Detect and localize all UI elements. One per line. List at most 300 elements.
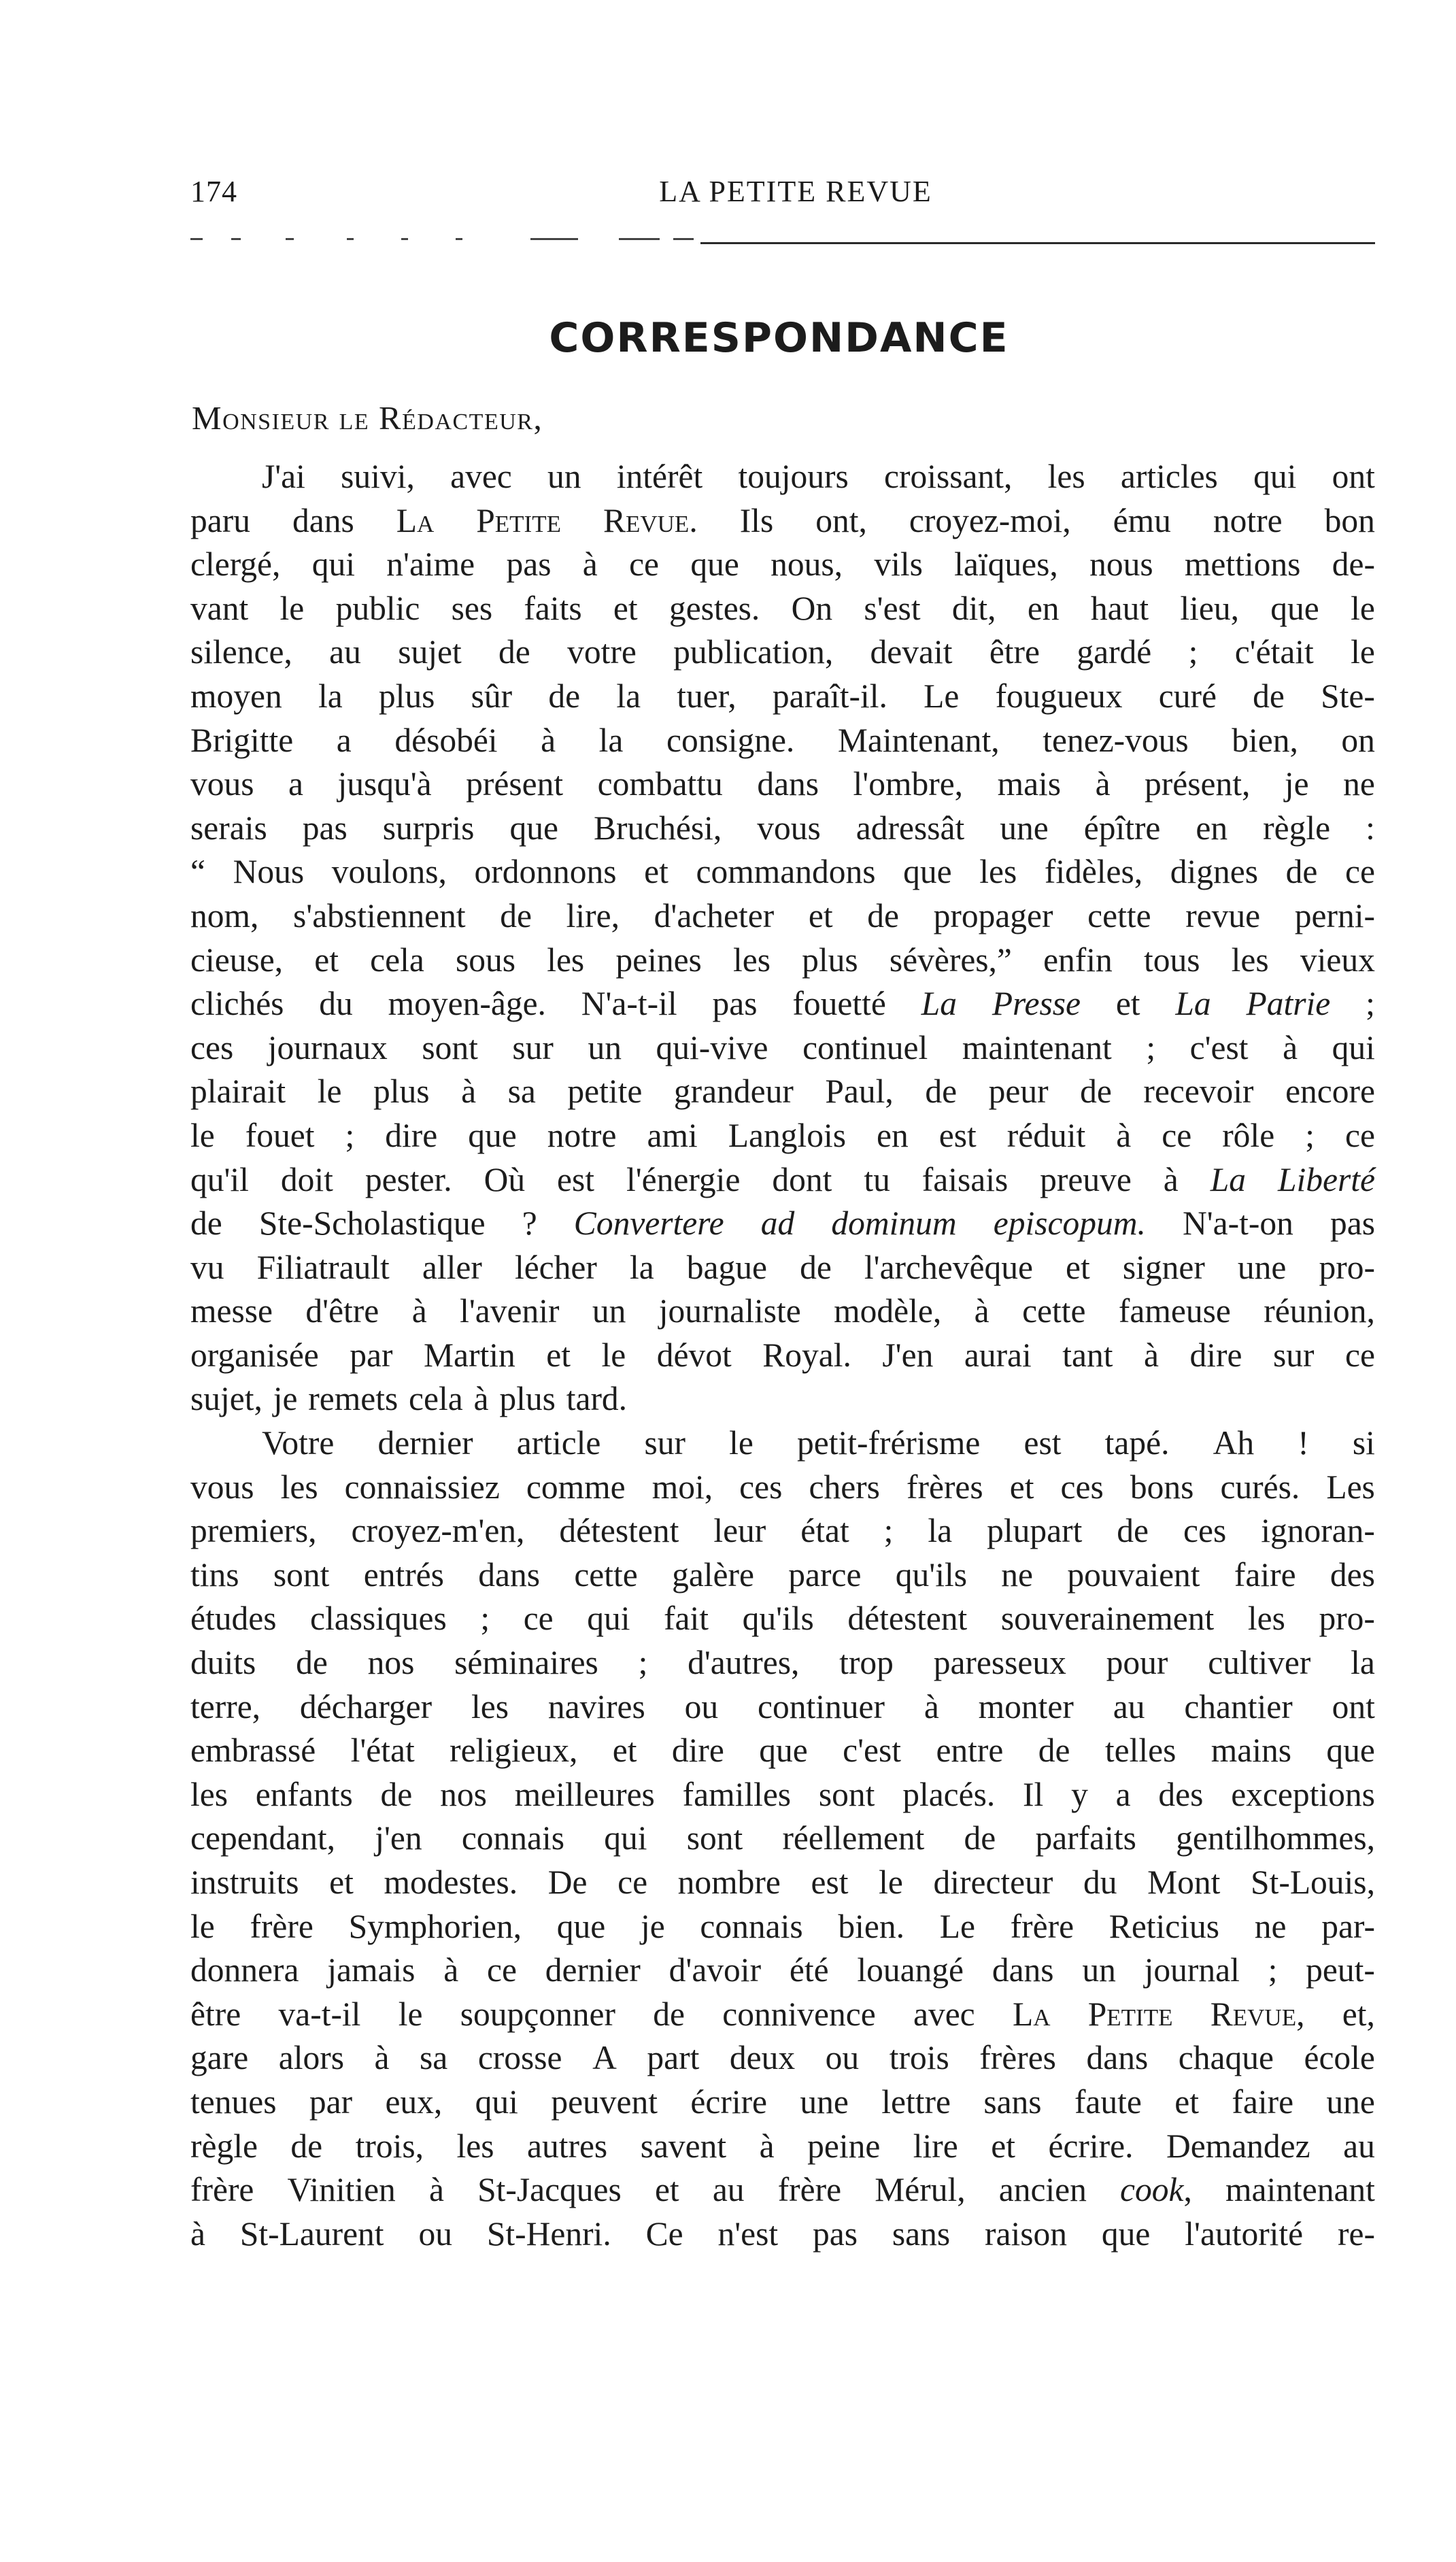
word-fragment: de xyxy=(964,1819,996,1857)
word-fragment: les xyxy=(1247,1600,1285,1638)
word-fragment: à xyxy=(461,1073,477,1111)
word-fragment: l'énergie xyxy=(626,1160,741,1198)
word-fragment: plus xyxy=(499,1380,556,1418)
word xyxy=(190,1993,241,2037)
word xyxy=(190,587,248,631)
word-fragment: remets xyxy=(308,1380,399,1418)
word-fragment: ont xyxy=(1332,1687,1375,1725)
text-line xyxy=(190,1334,1375,1378)
word xyxy=(655,2168,679,2212)
word xyxy=(1147,1861,1220,1905)
word-fragment: d'autres, xyxy=(688,1644,800,1682)
word xyxy=(924,1685,939,1730)
word-fragment: notre xyxy=(547,1116,617,1154)
word-fragment: clichés xyxy=(190,985,284,1023)
word xyxy=(678,1861,781,1905)
word xyxy=(875,2168,965,2212)
word-fragment: Brigitte xyxy=(190,721,294,759)
word-fragment: La xyxy=(1175,985,1211,1023)
word xyxy=(1351,630,1375,675)
word xyxy=(644,850,668,894)
word xyxy=(422,1246,482,1290)
word-fragment: modestes. xyxy=(384,1864,518,1901)
word xyxy=(1043,939,1113,983)
word xyxy=(190,982,284,1026)
word xyxy=(1210,1158,1246,1202)
word xyxy=(1235,630,1314,675)
word-fragment: qui xyxy=(311,545,355,584)
word-fragment: que xyxy=(690,545,739,584)
word-fragment: parfaits xyxy=(1035,1819,1136,1857)
word-fragment: faire xyxy=(1234,1555,1296,1594)
word xyxy=(639,1641,648,1685)
word xyxy=(1225,2168,1375,2212)
word-fragment: enfin xyxy=(1043,941,1113,979)
word xyxy=(630,1246,654,1290)
word xyxy=(975,1290,989,1334)
word xyxy=(352,1509,525,1553)
word-fragment: à xyxy=(759,2127,775,2165)
word-fragment: une xyxy=(1237,1248,1287,1286)
word-fragment: comme xyxy=(526,1468,626,1506)
text-line xyxy=(190,2125,1375,2169)
word-fragment: connaissiez xyxy=(344,1468,500,1506)
word xyxy=(583,543,598,587)
word-fragment: dignes xyxy=(1170,853,1259,891)
word-fragment: plupart xyxy=(987,1512,1083,1550)
word-fragment: placés. xyxy=(902,1775,996,1813)
word-fragment: Langlois xyxy=(728,1116,846,1154)
word xyxy=(733,939,771,983)
word xyxy=(457,2125,494,2169)
text-line xyxy=(190,1114,1375,1158)
word-fragment: faisais xyxy=(921,1160,1009,1198)
text-line xyxy=(190,1421,1375,1466)
word-fragment: d'être xyxy=(305,1292,379,1330)
word xyxy=(1210,1993,1305,2037)
word xyxy=(713,982,758,1026)
word-fragment: faits xyxy=(524,589,582,627)
word-fragment: frère xyxy=(1010,1907,1074,1945)
word-fragment: de xyxy=(1285,853,1318,891)
word xyxy=(1130,1466,1194,1510)
word-fragment: nom, xyxy=(190,896,259,934)
word xyxy=(890,2036,949,2080)
word xyxy=(190,1026,233,1071)
text-line xyxy=(190,1949,1375,1993)
word-fragment: ou xyxy=(418,2214,452,2253)
word-fragment: études xyxy=(190,1600,277,1638)
word-fragment: La xyxy=(1210,1160,1246,1198)
word xyxy=(349,1905,522,1949)
word-fragment: episcopum. xyxy=(993,1204,1146,1243)
word-fragment: tenez-vous xyxy=(1043,721,1189,759)
word-fragment: gestes. xyxy=(668,589,760,627)
word-fragment: et xyxy=(612,1732,637,1770)
word-fragment: et xyxy=(613,589,638,627)
word xyxy=(336,587,420,631)
word xyxy=(1007,1114,1085,1158)
word-fragment: la xyxy=(598,721,624,759)
word xyxy=(921,982,957,1026)
word-fragment: bon xyxy=(1324,501,1375,539)
word xyxy=(792,982,885,1026)
word-fragment: vous xyxy=(190,765,254,803)
word xyxy=(954,543,1058,587)
word xyxy=(1040,1158,1132,1202)
word xyxy=(524,1597,554,1641)
word-fragment: au xyxy=(1113,1687,1145,1725)
word-fragment: que xyxy=(556,1907,606,1945)
word xyxy=(345,1114,354,1158)
word-fragment: que xyxy=(509,809,558,847)
word xyxy=(1231,1773,1375,1817)
word xyxy=(375,2036,390,2080)
word-fragment: règle xyxy=(190,2127,258,2165)
word xyxy=(412,1290,427,1334)
word xyxy=(327,1949,415,1993)
word-fragment: embrassé xyxy=(190,1732,316,1770)
word xyxy=(1319,1246,1375,1290)
word-fragment: frères xyxy=(979,2039,1056,2077)
word xyxy=(262,1421,334,1466)
word-fragment: duits xyxy=(190,1644,256,1682)
word xyxy=(278,1993,360,2037)
word-fragment: haut xyxy=(1090,589,1149,627)
word-fragment: fameuse xyxy=(1118,1292,1231,1330)
word xyxy=(809,894,833,939)
word xyxy=(922,1158,1008,1202)
word xyxy=(771,543,843,587)
word xyxy=(884,455,1012,499)
word-fragment: qui xyxy=(587,1600,630,1638)
word-fragment: peine xyxy=(807,2127,881,2165)
text-line xyxy=(190,1290,1375,1334)
word xyxy=(743,1597,814,1641)
word-fragment: dans xyxy=(757,765,819,803)
word xyxy=(1253,675,1285,719)
word xyxy=(1166,2125,1310,2169)
word-fragment: De xyxy=(547,1864,588,1901)
word-fragment: “ xyxy=(190,853,205,891)
word xyxy=(190,2212,205,2257)
word-fragment: ce xyxy=(486,1951,517,1989)
word xyxy=(1144,939,1200,983)
word xyxy=(657,1334,732,1378)
word xyxy=(647,1114,697,1158)
text-line xyxy=(190,1597,1375,1641)
word xyxy=(545,1949,641,1993)
word xyxy=(870,630,953,675)
word-fragment: mains xyxy=(1210,1732,1291,1770)
word xyxy=(792,587,833,631)
word xyxy=(700,1905,802,1949)
word-fragment: paru xyxy=(190,501,250,539)
word-fragment: ; xyxy=(638,1644,648,1682)
word xyxy=(1071,1773,1088,1817)
word-fragment: , xyxy=(1296,1995,1305,2033)
word-fragment: St-Jacques xyxy=(477,2171,622,2209)
word-fragment: louangé xyxy=(857,1951,964,1989)
letter-body xyxy=(190,455,1375,2256)
word-fragment: fougueux xyxy=(995,677,1123,715)
word xyxy=(717,2212,778,2257)
word-fragment: voulons, xyxy=(331,853,447,891)
word xyxy=(190,1641,256,1685)
word xyxy=(599,719,624,763)
word-fragment: à xyxy=(924,1687,939,1725)
word-fragment: vils xyxy=(874,545,923,584)
word-fragment: nous xyxy=(1089,545,1153,584)
word xyxy=(913,2125,958,2169)
word xyxy=(913,1993,975,2037)
header-rule xyxy=(700,242,1375,244)
word xyxy=(934,894,1053,939)
word-fragment: tenues xyxy=(190,2083,277,2121)
word xyxy=(652,1466,713,1510)
word xyxy=(478,1553,540,1598)
text-line xyxy=(190,1641,1375,1685)
word-fragment: est xyxy=(1023,1424,1062,1462)
word-fragment: ? xyxy=(522,1204,537,1243)
word-fragment: à xyxy=(1283,1028,1298,1066)
word-fragment: alors xyxy=(278,2039,344,2077)
word-fragment: tous xyxy=(1143,941,1200,979)
word xyxy=(659,1290,801,1334)
word-fragment: pouvaient xyxy=(1067,1555,1200,1594)
word xyxy=(1268,1949,1278,1993)
word xyxy=(992,1949,1054,1993)
word xyxy=(522,1202,537,1246)
word-fragment: cependant, xyxy=(190,1819,336,1857)
word xyxy=(190,1158,249,1202)
word-fragment: dire xyxy=(671,1732,724,1770)
word xyxy=(645,1421,686,1466)
word-fragment: grandeur xyxy=(673,1073,794,1111)
word-fragment: parce xyxy=(788,1555,862,1594)
word-fragment: ne xyxy=(1001,1555,1034,1594)
word-fragment: cette xyxy=(1022,1292,1086,1330)
word xyxy=(1285,1070,1375,1114)
word-fragment: cela xyxy=(409,1380,463,1418)
word xyxy=(1048,2125,1133,2169)
word-fragment: lire xyxy=(913,2127,958,2165)
word-fragment: laïques, xyxy=(954,545,1058,584)
word-fragment: mettions xyxy=(1184,545,1301,584)
word-fragment: On xyxy=(791,589,833,627)
word xyxy=(1298,1421,1308,1466)
word xyxy=(1074,2080,1142,2125)
word xyxy=(332,850,447,894)
word xyxy=(1061,1466,1104,1510)
word-fragment: y xyxy=(1071,1775,1088,1813)
word xyxy=(329,630,361,675)
word-fragment: La xyxy=(1012,1995,1051,2033)
word-fragment: entrés xyxy=(363,1555,444,1594)
word-fragment: dominum xyxy=(831,1204,957,1243)
word xyxy=(517,1421,601,1466)
word xyxy=(460,1290,559,1334)
word xyxy=(318,1070,342,1114)
word xyxy=(288,762,303,807)
word xyxy=(762,1334,851,1378)
word xyxy=(1342,1993,1375,2037)
word-fragment: les xyxy=(1047,458,1085,495)
word xyxy=(800,2080,848,2125)
word xyxy=(1321,1905,1375,1949)
word xyxy=(250,1905,313,1949)
word xyxy=(1145,762,1250,807)
word xyxy=(394,719,497,763)
word-fragment: public xyxy=(335,589,420,627)
word-fragment: le xyxy=(190,1907,215,1945)
word xyxy=(713,1509,766,1553)
salutation: Monsieur le Rédacteur, xyxy=(192,399,543,437)
word-fragment: de xyxy=(867,896,899,934)
word xyxy=(1113,499,1171,543)
word-fragment: les xyxy=(979,853,1017,891)
word xyxy=(388,982,546,1026)
word xyxy=(1321,675,1375,719)
word-fragment: peines xyxy=(615,941,702,979)
word xyxy=(729,1421,754,1466)
word-fragment: épître xyxy=(1083,809,1161,847)
word-fragment: autres xyxy=(527,2127,608,2165)
word xyxy=(847,1597,967,1641)
word-fragment: cieuse, xyxy=(190,941,284,979)
word-fragment: religieux, xyxy=(450,1732,578,1770)
word xyxy=(1285,762,1309,807)
word-fragment: moyen-âge. xyxy=(388,985,546,1023)
word-fragment: mais xyxy=(997,765,1062,803)
word xyxy=(1211,1729,1291,1773)
word xyxy=(928,1509,952,1553)
word xyxy=(739,1466,782,1510)
word-fragment: ne xyxy=(1254,1907,1287,1945)
word-fragment: de xyxy=(800,1248,832,1286)
word-fragment: articles xyxy=(1120,458,1218,495)
word-fragment: familles xyxy=(682,1775,792,1813)
word xyxy=(477,2168,622,2212)
word xyxy=(1366,807,1375,851)
word-fragment: soupçonner xyxy=(460,1995,615,2033)
word xyxy=(985,2212,1067,2257)
text-line xyxy=(190,2212,1375,2257)
word-fragment: que xyxy=(1101,2214,1151,2253)
word-fragment: des xyxy=(1330,1555,1375,1594)
word xyxy=(617,1861,647,1905)
word xyxy=(1000,807,1048,851)
word-fragment: et xyxy=(654,2171,679,2209)
word xyxy=(450,1729,577,1773)
word xyxy=(594,807,722,851)
word-fragment: pas xyxy=(813,2214,858,2253)
word xyxy=(443,1949,458,1993)
word xyxy=(308,1377,398,1421)
word-fragment: n'est xyxy=(717,2214,779,2253)
word-fragment: dernier xyxy=(377,1424,473,1462)
word xyxy=(1196,807,1228,851)
word xyxy=(772,1158,832,1202)
word-fragment: dans xyxy=(292,501,354,539)
word xyxy=(454,1641,598,1685)
word xyxy=(1305,1114,1315,1158)
word-fragment: Ste- xyxy=(1321,677,1375,715)
word-fragment: peur xyxy=(988,1073,1049,1111)
word-fragment: lettre xyxy=(881,2083,951,2121)
word xyxy=(190,1509,317,1553)
word xyxy=(500,894,532,939)
word-fragment: St-Louis, xyxy=(1251,1864,1375,1901)
word-fragment: savent xyxy=(640,2127,727,2165)
word xyxy=(664,1597,709,1641)
word xyxy=(1120,2168,1192,2212)
word-fragment: à xyxy=(541,721,556,759)
word xyxy=(383,807,475,851)
word xyxy=(293,894,466,939)
word-fragment: à xyxy=(443,1951,459,1989)
word-fragment: deux xyxy=(729,2039,796,2077)
word xyxy=(1123,1246,1205,1290)
journal-title: LA PETITE REVUE xyxy=(659,175,932,208)
word-fragment: de xyxy=(498,633,530,671)
word xyxy=(761,1202,795,1246)
word xyxy=(602,1334,626,1378)
word-fragment: présent xyxy=(466,765,564,803)
word xyxy=(882,1334,933,1378)
text-line xyxy=(190,2168,1375,2212)
word-fragment: : xyxy=(1366,809,1375,847)
word xyxy=(1121,455,1218,499)
word xyxy=(461,1070,476,1114)
word-fragment: détestent xyxy=(847,1600,968,1638)
word xyxy=(190,2080,276,2125)
word xyxy=(690,2080,767,2125)
word xyxy=(386,543,475,587)
word xyxy=(259,1202,486,1246)
word-fragment: Convertere xyxy=(573,1204,724,1243)
word xyxy=(1162,1114,1191,1158)
word xyxy=(1278,1158,1375,1202)
word-fragment: trois, xyxy=(355,2127,424,2165)
word xyxy=(617,455,702,499)
word xyxy=(567,630,637,675)
word-fragment: Ah xyxy=(1213,1424,1255,1462)
word-fragment: plairait xyxy=(190,1073,286,1111)
word-fragment: au xyxy=(712,2171,745,2209)
word-fragment: d'avoir xyxy=(668,1951,762,1989)
word xyxy=(1038,1729,1070,1773)
word-fragment: maintenant xyxy=(962,1028,1112,1066)
word-fragment: un xyxy=(588,1028,622,1066)
word-fragment: gentilhommes, xyxy=(1176,1819,1375,1857)
word-fragment: organisée xyxy=(190,1336,319,1374)
word xyxy=(730,2036,795,2080)
word-fragment: pro- xyxy=(1319,1600,1375,1638)
word xyxy=(1175,982,1210,1026)
word-fragment: . xyxy=(689,501,698,539)
word-fragment: fouet xyxy=(245,1116,315,1154)
word xyxy=(365,1158,452,1202)
word-fragment: vous xyxy=(190,1468,254,1506)
word-fragment: moyen xyxy=(190,677,282,715)
word-fragment: le xyxy=(1351,633,1375,671)
word-fragment: et xyxy=(644,853,668,891)
word-fragment: le xyxy=(280,589,305,627)
word xyxy=(233,850,305,894)
word-fragment: nos xyxy=(367,1644,415,1682)
word xyxy=(1343,2125,1375,2169)
